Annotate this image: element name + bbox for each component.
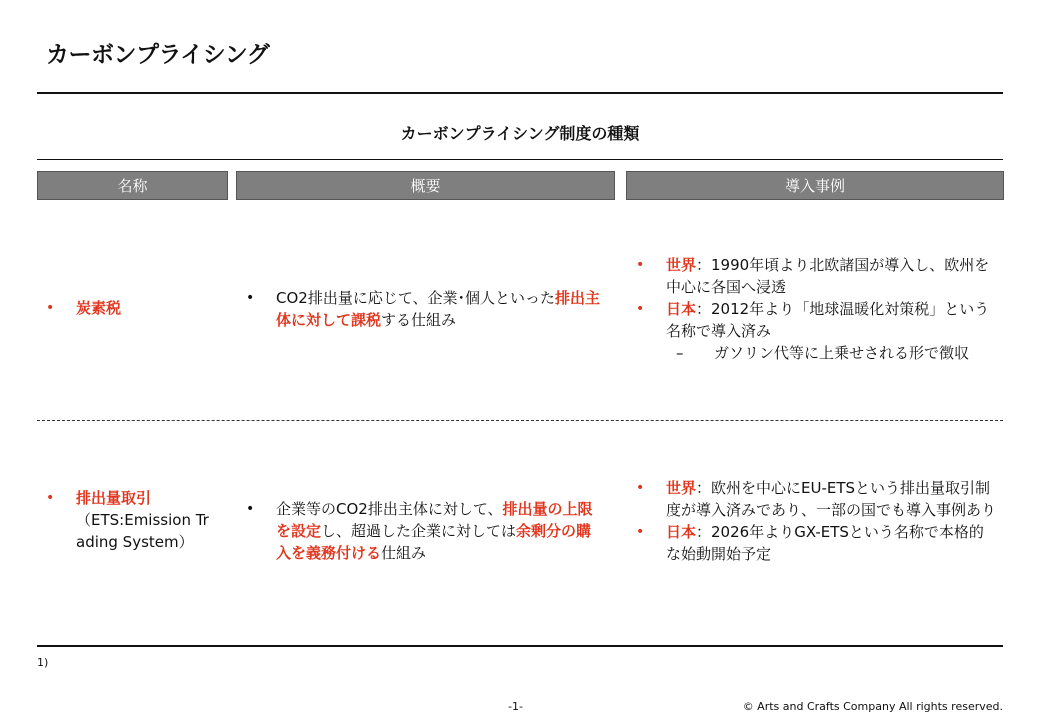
dash-icon: – [676,344,684,362]
row1-summary-emphasis-1: 排出主体に対して課税 [276,289,601,329]
row1-case-world [636,254,998,298]
bullet-icon: • [636,524,645,540]
row1-case-sub-text: ガソリン代等に上乗せされる形で徴収 [714,344,970,362]
row1-case-japan-label: 日本 [666,300,697,318]
row1-case-japan [636,298,998,342]
row2-summary-emphasis-1: 排出量の上限を設定 [276,500,593,540]
page-number: -1- [508,700,523,713]
row2-name-sub: （ETS:Emission Trading System） [76,511,209,551]
column-header-summary: 概要 [236,171,615,200]
row-separator [37,420,1003,421]
row1-case-sub [636,342,998,364]
row2-case-japan-text: ：2026年よりGX-ETSという名称で本格的な始動開始予定 [666,523,984,563]
row1-summary [246,287,606,331]
row2-summary-text-3: 仕組み [381,544,427,562]
row1-name-label: 炭素税 [76,299,122,317]
copyright: © Arts and Crafts Company All rights reserved. [742,700,1003,713]
bullet-icon: • [246,501,255,517]
row2-case-world [636,477,998,521]
row2-cases [636,477,998,565]
page-title: カーボンプライシング [46,42,270,68]
bullet-icon: • [246,290,255,306]
subtitle-divider [37,159,1003,160]
bullet-icon: • [636,301,645,317]
row2-case-world-text: ：欧州を中心にEU-ETSという排出量取引制度が導入済みであり、一部の国でも導入事例あり [666,479,997,519]
row1-summary-text-1: CO2排出量に応じて、企業･個人といった [276,289,556,307]
section-subtitle: カーボンプライシング制度の種類 [400,124,640,143]
row2-summary-text-1: 企業等のCO2排出主体に対して、 [276,500,503,518]
row1-name [46,297,226,319]
bullet-icon: • [636,480,645,496]
row1-case-world-label: 世界 [666,256,697,274]
bottom-divider [37,645,1003,647]
row1-case-japan-text: ：2012年より「地球温暖化対策税」という名称で導入済み [666,300,990,340]
bullet-icon: • [46,490,55,506]
row2-case-japan-label: 日本 [666,523,697,541]
column-header-cases: 導入事例 [626,171,1004,200]
row2-case-world-label: 世界 [666,479,697,497]
column-header-name: 名称 [37,171,228,200]
row2-name [46,487,216,553]
row2-summary [246,498,606,564]
title-divider [37,92,1003,94]
row1-case-world-text: ：1990年頃より北欧諸国が導入し、欧州を中心に各国へ浸透 [666,256,990,296]
row2-name-label: 排出量取引 [76,489,152,507]
row2-summary-text-2: し、超過した企業に対しては [321,522,517,540]
bullet-icon: • [636,257,645,273]
row1-summary-text-2: する仕組み [381,311,457,329]
footnote: 1) [37,656,49,669]
row2-summary-emphasis-2: 余剰分の購入を義務付ける [276,522,592,562]
row2-case-japan [636,521,998,565]
row1-cases [636,254,998,364]
bullet-icon: • [46,300,55,316]
